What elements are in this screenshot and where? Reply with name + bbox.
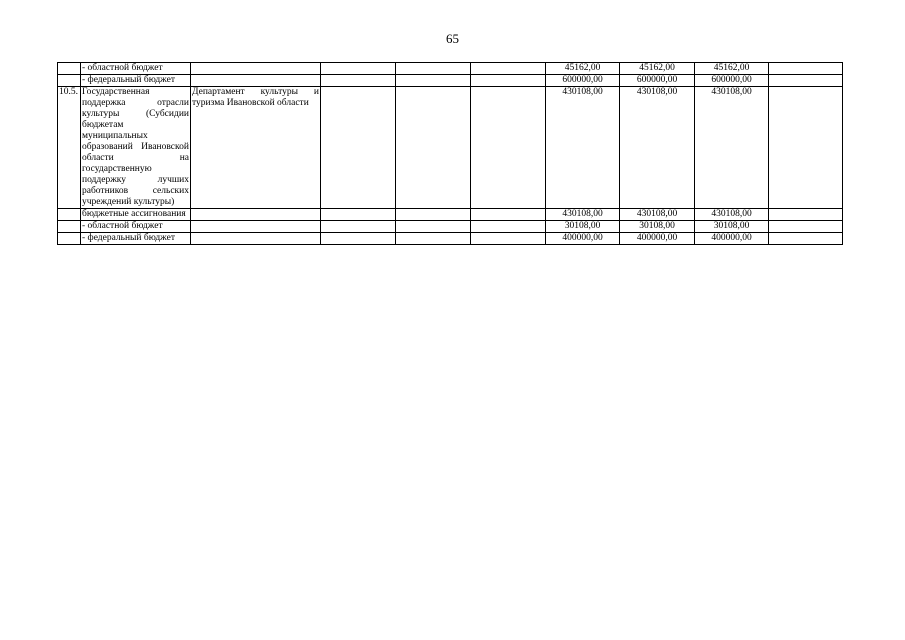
amount-cell: 30108,00 [620, 221, 695, 233]
amount-cell: 45162,00 [620, 63, 695, 75]
name-cell: - федеральный бюджет [81, 233, 191, 245]
amount-cell: 430108,00 [546, 209, 620, 221]
amount-cell: 30108,00 [695, 221, 769, 233]
amount-cell: 400000,00 [620, 233, 695, 245]
amount-cell: 400000,00 [695, 233, 769, 245]
index-cell [58, 221, 81, 233]
amount-cell: 600000,00 [546, 75, 620, 87]
executor-cell [191, 221, 321, 233]
amount-cell: 45162,00 [695, 63, 769, 75]
index-cell [58, 63, 81, 75]
table-row [58, 63, 843, 75]
amount-cell: 400000,00 [546, 233, 620, 245]
amount-cell: 600000,00 [620, 75, 695, 87]
amount-cell: 430108,00 [620, 209, 695, 221]
amount-cell: 45162,00 [546, 63, 620, 75]
index-cell: 10.5. [58, 87, 81, 209]
name-cell: - федеральный бюджет [81, 75, 191, 87]
amount-cell: 430108,00 [695, 209, 769, 221]
executor-cell [191, 209, 321, 221]
table-row [58, 221, 843, 233]
page-number: 65 [446, 31, 459, 46]
name-cell: - областной бюджет [81, 221, 191, 233]
table-row [58, 233, 843, 245]
name-cell: - областной бюджет [81, 63, 191, 75]
amount-cell: 430108,00 [546, 87, 620, 209]
executor-cell [191, 75, 321, 87]
index-cell [58, 233, 81, 245]
name-cell: бюджетные ассигнования [81, 209, 191, 221]
executor-cell [191, 233, 321, 245]
amount-cell: 30108,00 [546, 221, 620, 233]
index-cell [58, 209, 81, 221]
executor-cell [191, 63, 321, 75]
budget-table [57, 62, 843, 245]
table-row [58, 209, 843, 221]
amount-cell: 430108,00 [695, 87, 769, 209]
name-cell: Государственная поддержка отрасли культуры (Субсидии бюджетам муниципальных образований Ивановской области на государственную поддержку лучших работников сельских учреждений культуры) [82, 87, 189, 207]
amount-cell: 600000,00 [695, 75, 769, 87]
executor-cell: Департамент культуры и туризма Ивановской области [191, 87, 321, 209]
index-cell [58, 75, 81, 87]
table-row [58, 75, 843, 87]
amount-cell: 430108,00 [620, 87, 695, 209]
table-row [58, 87, 843, 209]
